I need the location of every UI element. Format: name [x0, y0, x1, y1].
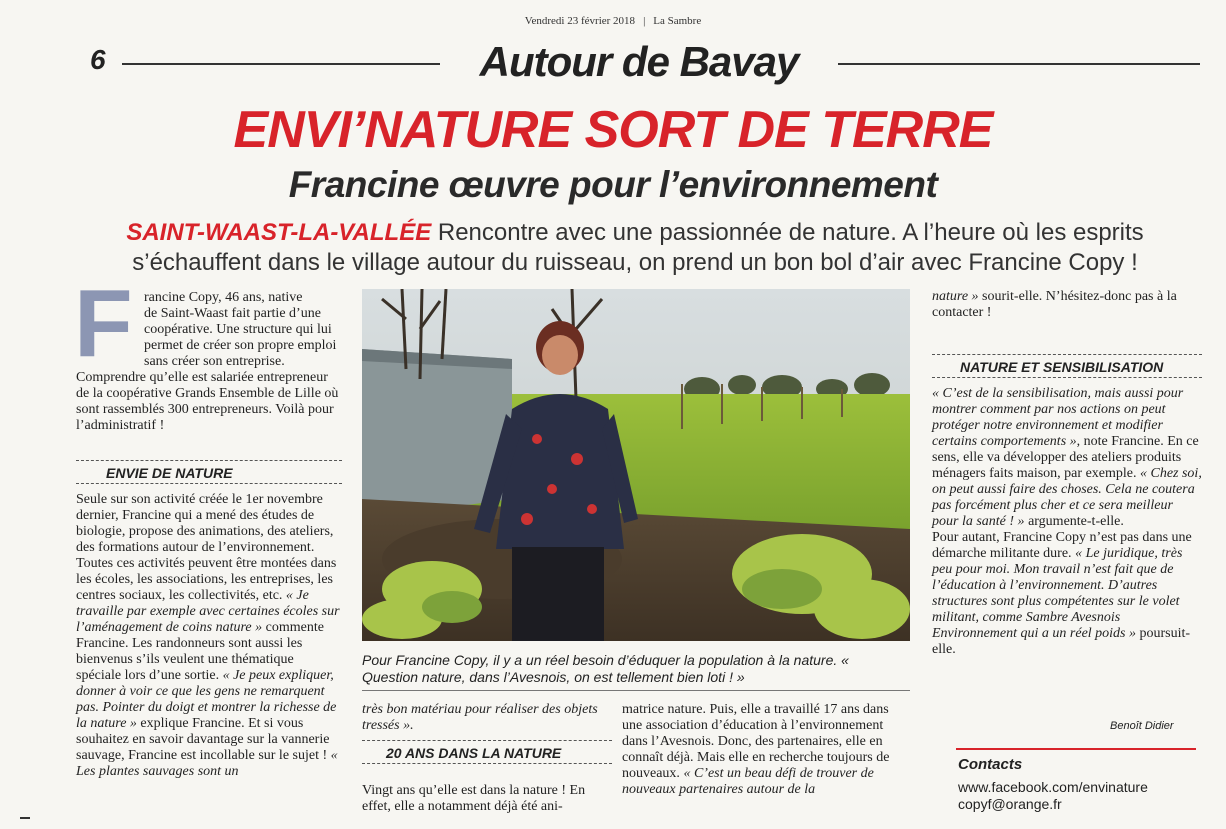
sensibilisation-paragraph-1: , note Francine. En ce sens, elle va développer des ateliers produits ménagers faits maison, par exemple. [932, 434, 1199, 481]
header-rule-right [838, 63, 1200, 65]
photo-francine-garden [362, 289, 910, 641]
envie-paragraph-2: commente Francine. Les randonneurs sont aussi les bienvenus s’ils veulent une thématique spéciale lors d’une sortie. [76, 620, 324, 683]
sensibilisation-paragraph-3: Pour autant, Francine Copy n’est pas dans une démarche militante dure. [932, 530, 1192, 561]
intro-indented-text: de Saint-Waast fait partie d’une coopérative. Une structure qui lui permet de créer son propre emploi sans créer son entreprise. [144, 306, 337, 369]
sensibilisation-paragraph-2: argumente-t-elle. [1028, 514, 1124, 529]
sensibilisation-quote-1: « C’est de la sensibilisation, mais aussi pour montrer comment par nos actions on peut protéger notre environnement et modifier certains comportements » [932, 386, 1184, 449]
drop-cap: F [74, 270, 133, 377]
author-signature: Benoît Didier [1110, 720, 1174, 732]
lead-text: Rencontre avec une passionnée de nature. A l’heure où les esprits s’échauffent dans le village autour du ruisseau, on prend un bon bol d’air avec Francine Copy ! [132, 219, 1144, 276]
envie-paragraph-1: Seule sur son activité créée le 1er novembre dernier, Francine qui a mené des études de biologie, propose des animations, des ateliers, des formations autour de l’environnement. Toutes ces activités peuvent être montées dans les écoles, les associations, les entreprises, les centres sociaux, les collectivités, etc. [76, 492, 337, 603]
article-photo [362, 289, 910, 641]
nature-quote-end: nature » [932, 289, 979, 304]
caption-divider [362, 690, 910, 691]
photo-caption: Pour Francine Copy, il y a un réel besoin d’éduquer la population à la nature. « Question nature, dans l’Avesnois, on est tellement bien loti ! » [362, 652, 849, 685]
article-lead [100, 218, 1170, 278]
envie-quote-2: « Je peux expliquer, donner à voir ce que les gens ne remarquent pas. Pointer du doigt et montrer la richesse de la nature » [76, 668, 337, 731]
article-subheadline: Francine œuvre pour l’environnement [288, 164, 938, 205]
career-paragraph: matrice nature. Puis, elle a travaillé 17 ans dans une association d’éducation à l’environnement dans l’Avesnois. Donc, des partenaires, elle en connaît déjà. Mais elle en recherche toujours de nouveaux. [622, 702, 890, 781]
header-rule-left [122, 63, 440, 65]
subhead-nature-block [932, 354, 1202, 378]
section-title: Autour de Bavay [479, 38, 799, 85]
facebook-link[interactable]: www.facebook.com/envinature [958, 779, 1148, 795]
envie-body [76, 492, 342, 780]
contacts-title: Contacts [958, 756, 1023, 773]
contact-invitation: sourit-elle. N’hésitez-donc pas à la contacter ! [932, 289, 1177, 320]
sensibilisation-quote-3: « Le juridique, très peu pour moi. Mon travail n’est fait que de l’éducation à l’environnement. D’autres structures sont plus compétentes sur le volet militant, comme Sambre Avesnois Environnement qui a un réel poids » [932, 546, 1183, 641]
subhead-20ans-block [362, 740, 612, 764]
article-headline: ENVI’NATURE SORT DE TERRE [233, 101, 993, 159]
vingt-ans-paragraph: Vingt ans qu’elle est dans la nature ! En effet, elle a notamment déjà été ani- [362, 783, 586, 814]
lead-place: SAINT-WAAST-LA-VALLÉE [126, 219, 432, 246]
subhead-divider [362, 763, 612, 764]
envie-quote-3: « Les plantes sauvages sont un [76, 748, 338, 779]
publication-name: La Sambre [653, 15, 702, 27]
subhead-20-ans-dans-la-nature: 20 ANS DANS LA NATURE [386, 745, 562, 761]
intro-first-line: rancine Copy, 46 ans, native [144, 290, 303, 305]
corner-mark [20, 817, 30, 819]
partners-quote: « C’est un beau défi de trouver de nouveaux partenaires autour de la [622, 766, 874, 797]
issue-date: Vendredi 23 février 2018 [524, 15, 636, 27]
intro-paragraph [76, 290, 342, 434]
subhead-envie-block [76, 460, 342, 484]
subhead-divider [76, 483, 342, 484]
envie-quote-1: « Je travaille par exemple avec certaines écoles sur l’aménagement de coins nature » [76, 588, 340, 635]
subhead-envie-de-nature: ENVIE DE NATURE [106, 465, 233, 481]
column-4-top [932, 289, 1202, 321]
subhead-nature-et-sensibilisation: NATURE ET SENSIBILISATION [960, 359, 1164, 375]
sensibilisation-paragraph-4: poursuit-elle. [932, 626, 1191, 657]
page-number: 6 [90, 44, 106, 75]
intro-rest-text: Comprendre qu’elle est salariée entrepreneur de la coopérative Grands Ensemble de Lille où sont rassemblés 300 entrepreneurs. Voilà pour l’administratif ! [76, 370, 339, 433]
issue-date-line [0, 15, 1226, 27]
quote-continuation: très bon matériau pour réaliser des objets tressés ». [362, 702, 598, 733]
sensibilisation-quote-2: « Chez soi, on peut aussi faire des choses. Cela ne coutera pas forcément plus cher et ce sera meilleur pour la santé ! » [932, 466, 1202, 529]
email-link[interactable]: copyf@orange.fr [958, 796, 1062, 812]
contacts-divider [956, 748, 1196, 750]
subhead-divider [932, 377, 1202, 378]
column-3-text [622, 702, 910, 798]
date-separator: | [643, 15, 646, 27]
envie-paragraph-3: explique Francine. Et si vous souhaitez en savoir davantage sur la vannerie sauvage, Francine est incollable sur le sujet ! [76, 716, 330, 763]
sensibilisation-body [932, 386, 1202, 658]
